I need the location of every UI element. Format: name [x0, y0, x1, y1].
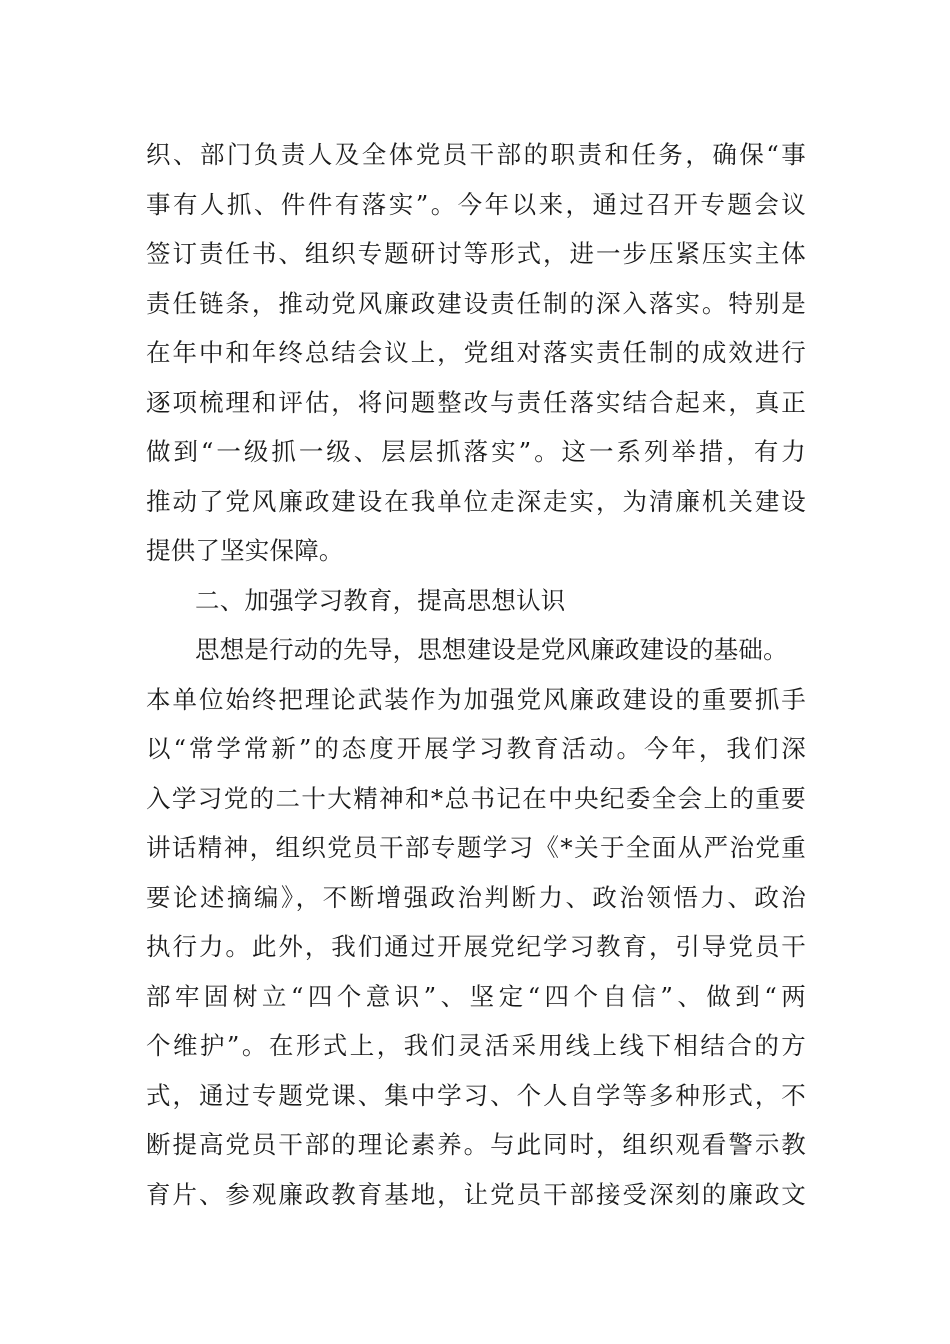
text-line: 部牢固树立“四个意识”、坚定“四个自信”、做到“两 [146, 981, 806, 1011]
text-line: 签订责任书、组织专题研讨等形式，进一步压紧压实主体 [146, 239, 806, 268]
text-line: 提供了坚实保障。 [146, 536, 344, 565]
text-line: 在年中和年终总结会议上，党组对落实责任制的成效进行 [146, 338, 806, 367]
text-line: 织、部门负责人及全体党员干部的职责和任务，确保“事 [146, 140, 806, 169]
text-line: 逐项梳理和评估，将问题整改与责任落实结合起来，真正 [146, 387, 806, 417]
text-line: 责任链条，推动党风廉政建设责任制的深入落实。特别是 [146, 288, 806, 318]
text-line: 要论述摘编》，不断增强政治判断力、政治领悟力、政治 [146, 882, 806, 912]
text-line: 本单位始终把理论武装作为加强党风廉政建设的重要抓手 [146, 684, 806, 714]
section-heading: 二、加强学习教育，提高思想认识 [195, 585, 566, 615]
text-line: 式，通过专题党课、集中学习、个人自学等多种形式，不 [146, 1080, 806, 1110]
text-line: 入学习党的二十大精神和*总书记在中央纪委全会上的重要 [146, 783, 806, 813]
text-line: 育片、参观廉政教育基地，让党员干部接受深刻的廉政文 [146, 1179, 806, 1209]
text-line: 事有人抓、件件有落实”。今年以来，通过召开专题会议 [146, 189, 806, 219]
text-line: 做到“一级抓一级、层层抓落实”。这一系列举措，有力 [146, 437, 806, 466]
body-text [146, 130, 806, 1219]
text-line: 推动了党风廉政建设在我单位走深走实，为清廉机关建设 [146, 486, 806, 516]
text-line: 思想是行动的先导，思想建设是党风廉政建设的基础。 [195, 635, 788, 664]
text-line: 个维护”。在形式上，我们灵活采用线上线下相结合的方 [146, 1031, 806, 1060]
text-line: 以“常学常新”的态度开展学习教育活动。今年，我们深 [146, 734, 806, 763]
text-line: 讲话精神，组织党员干部专题学习《*关于全面从严治党重 [146, 833, 806, 862]
text-line: 执行力。此外，我们通过开展党纪学习教育，引导党员干 [146, 932, 806, 961]
text-line: 断提高党员干部的理论素养。与此同时，组织观看警示教 [146, 1130, 806, 1159]
